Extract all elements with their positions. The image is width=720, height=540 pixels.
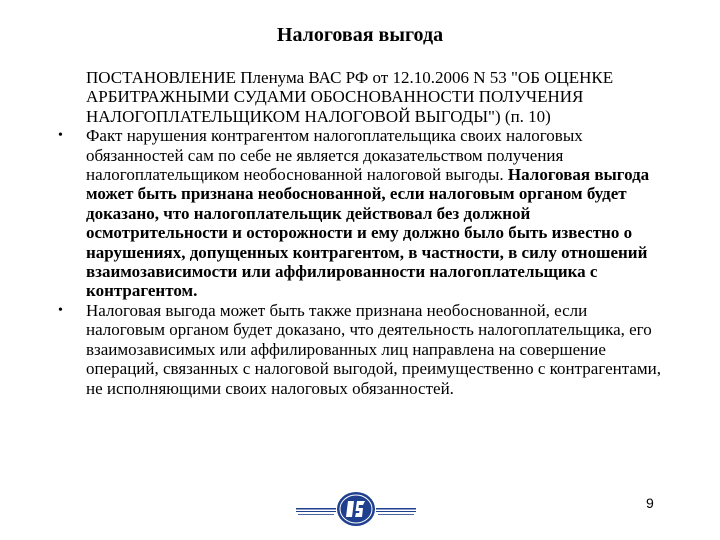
intro-paragraph: ПОСТАНОВЛЕНИЕ Пленума ВАС РФ от 12.10.2006 N 53 "ОБ ОЦЕНКЕ АРБИТРАЖНЫМИ СУДАМИ ОБОСНОВАННОСТИ ПОЛУЧЕНИЯ НАЛОГОПЛАТЕЛЬЩИКОМ НАЛОГОВОЙ ВЫГОДЫ") (п. 10): [86, 68, 614, 126]
footer-logo: [296, 489, 416, 529]
slide-title: Налоговая выгода: [276, 24, 444, 46]
bullet-mark: •: [58, 302, 63, 318]
slide-content: [58, 68, 666, 398]
bullet-item-2: [58, 300, 666, 398]
bullet-2-normal-text: Налоговая выгода может быть также признана необоснованной, если налоговым органом будет доказано, что деятельность налогоплательщика, его взаимозависимых или аффилированных лиц направлена на совершение операций, связанных с налоговой выгодой, преимущественно с контрагентами, не исполняющими своих налоговых обязанностей.: [86, 300, 662, 398]
emblem-logo-icon: [296, 489, 416, 529]
bullet-item-1: [58, 126, 666, 301]
page-number: 9: [646, 495, 654, 511]
bullet-mark: •: [58, 128, 63, 144]
bullet-1-bold-text: Налоговая выгода может быть признана необоснованной, если налоговым органом будет доказано, что налогоплательщик действовал без должной осмотрительности и осторожности и ему должно было быть известно о нарушениях, допущенных контрагентом, в частности, в силу отношений взаимозависимости или аффилированности налогоплательщика с контрагентом.: [86, 165, 650, 301]
bullet-1-normal-text: Факт нарушения контрагентом налогоплательщика своих налоговых обязанностей сам по себе не является доказательством получения налогоплательщиком необоснованной налоговой выгоды.: [86, 126, 583, 185]
